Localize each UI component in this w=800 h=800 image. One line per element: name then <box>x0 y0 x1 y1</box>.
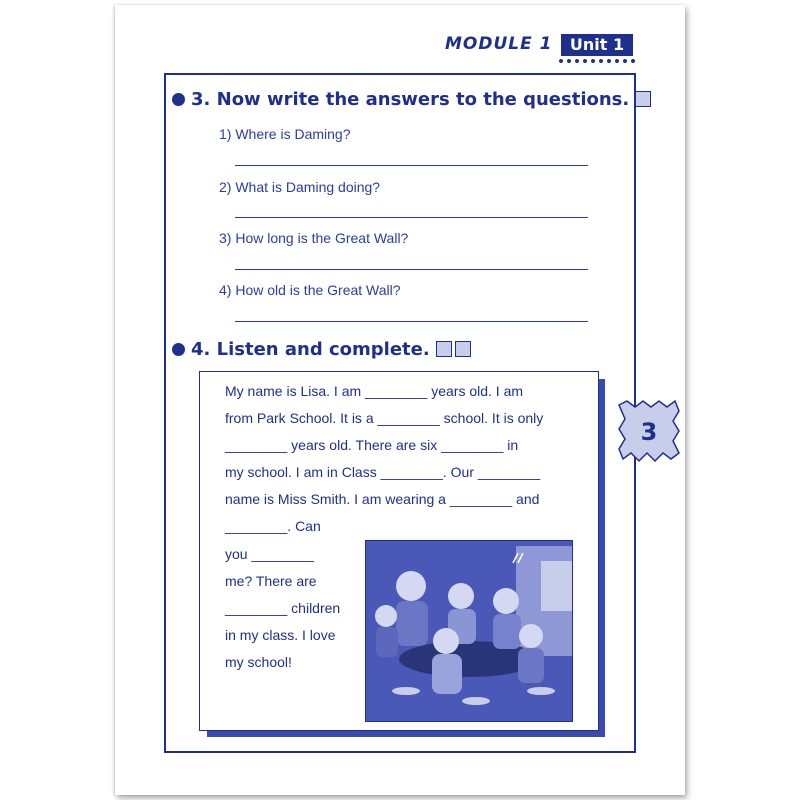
classroom-illustration <box>365 540 573 722</box>
answer-line-4[interactable] <box>235 321 588 322</box>
cloze-line-6: ________. Can <box>225 518 321 534</box>
bullet-icon <box>172 93 185 106</box>
classroom-scene <box>366 541 572 721</box>
question-1: 1) Where is Daming? <box>219 126 351 142</box>
listening-icon <box>436 341 452 357</box>
cloze-line-4: my school. I am in Class ________. Our ________ <box>225 464 541 480</box>
question-3: 3) How long is the Great Wall? <box>219 230 409 246</box>
question-2: 2) What is Daming doing? <box>219 179 381 195</box>
cloze-line-8: me? There are <box>225 573 317 589</box>
cloze-line-7: you ________ <box>225 546 314 562</box>
cloze-line-9: ________ children <box>225 600 341 616</box>
cloze-line-2: from Park School. It is a ________ school. It is only <box>225 410 544 426</box>
pencil-writing-icon <box>455 341 471 357</box>
module-label: MODULE 1 <box>445 34 553 54</box>
answer-line-3[interactable] <box>235 269 588 270</box>
cloze-line-5: name is Miss Smith. I am wearing a ________ and <box>225 491 540 507</box>
cloze-line-11: my school! <box>225 654 292 670</box>
unit-label: Unit 1 <box>561 34 633 56</box>
bullet-icon <box>172 343 185 356</box>
question-4: 4) How old is the Great Wall? <box>219 282 401 298</box>
section3-title: 3. Now write the answers to the questions. <box>191 89 630 110</box>
section4-heading <box>172 339 471 360</box>
decorative-dots <box>557 58 637 64</box>
cloze-line-3: ________ years old. There are six ________ in <box>225 437 519 453</box>
pencil-writing-icon <box>635 91 651 107</box>
page-number: 3 <box>640 418 658 446</box>
section3-heading <box>172 89 651 110</box>
answer-line-2[interactable] <box>235 217 588 218</box>
worksheet-page <box>115 5 685 795</box>
section4-title: 4. Listen and complete. <box>191 339 430 360</box>
cloze-line-10: in my class. I love <box>225 627 336 643</box>
cloze-line-1: My name is Lisa. I am ________ years old. I am <box>225 383 524 399</box>
answer-line-1[interactable] <box>235 165 588 166</box>
